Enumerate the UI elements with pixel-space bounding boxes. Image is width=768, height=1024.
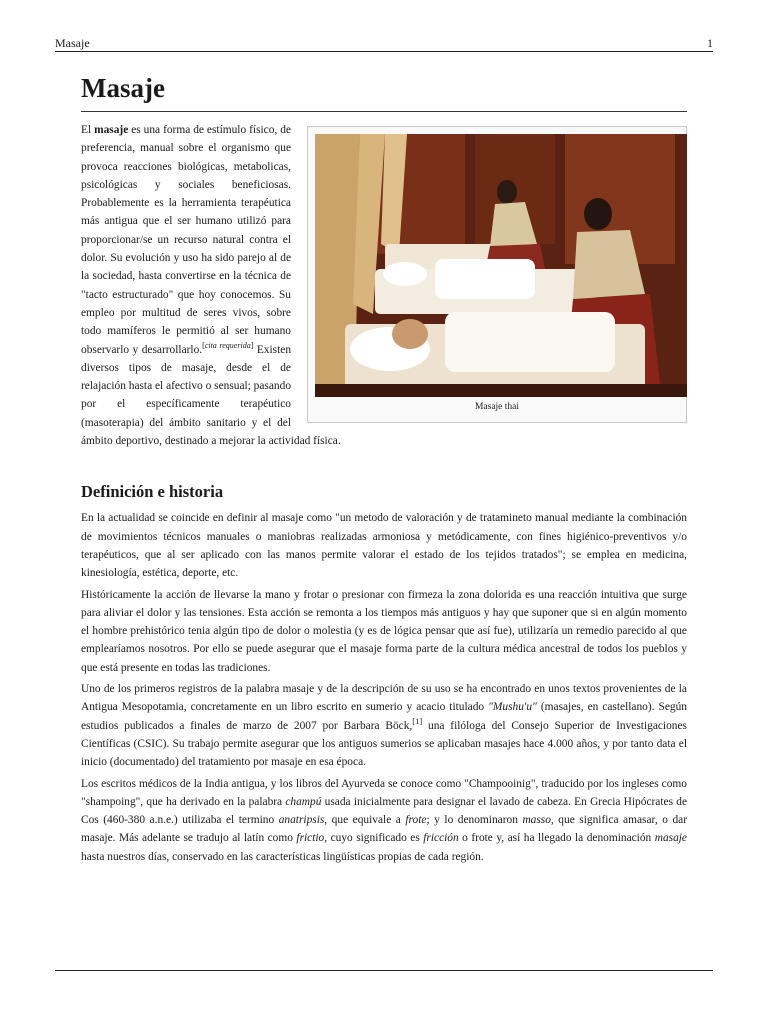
intro-text-1: es una forma de estímulo físico, de preferencia, manual sobre el organismo que provoca reacciones biológicas, metabolicas, psicológicas y sociales beneficiosas. Probablemente es la herramienta terapéutica más antigua que el ser humano utilizó para proporcionar/se un recurso natural contra el dolor. Su evolución y uso ha sido parejo al de la sociedad, hasta convertirse en la técnica de "tacto estructurado" que hoy conocemos. Su empleo por multitud de seres vivos, sobre todo mamíferos le permitió al ser humano observarlo y desarrollarlo.	[81, 124, 291, 356]
title-rule	[81, 111, 687, 112]
header-rule	[55, 51, 713, 52]
intro-text-2: Existen diversos tipos de masaje, desde el de relajación hasta el afectivo o sensual; pasando por el específicamente terapéutico (masoterapia) del ámbito sanitario y el del ámbito deportivo, destinado a mejorar la actividad física.	[81, 343, 341, 448]
p4-word-friccion: fricción	[423, 832, 459, 845]
p3-book-title: "Mushu'u"	[488, 701, 537, 714]
article-title: Masaje	[81, 73, 165, 103]
p4-part-a: Los escritos médicos de la India antigua, y los libros del Ayurveda se conoce como "Champooinig", traducido por los ingleses como "shampoing", que ha derivado en la palabra	[81, 777, 687, 808]
p4-word-champu: champú	[285, 795, 322, 808]
section-paragraph-4	[81, 775, 687, 866]
article-body	[81, 121, 687, 869]
cite-open: [	[202, 340, 205, 350]
p4-part-d: ; y lo denominaron	[426, 814, 523, 827]
running-header	[55, 35, 713, 51]
p4-part-h: hasta nuestros días, conservado en las características lingüísticas propias de cada región.	[81, 850, 484, 863]
section-paragraph-3	[81, 680, 687, 771]
intro-lead: El	[81, 124, 95, 136]
p4-word-anatripsis: anatripsis	[278, 814, 325, 827]
cite-text: cita requerida	[204, 340, 251, 350]
intro-term: masaje	[94, 124, 129, 136]
section-paragraph-1: En la actualidad se coincide en definir al masaje como "un metodo de valoración y de tratamineto manual mediante la combinación de movimientos técnicos manuales o maniobras realizadas armoniosa y metódicamente, con fines higiénico-preventivos y/o terapéuticos, que al ser aplicado con las manos permite valorar el estado de los tejidos tratados"; se emplea en medicina, kinesiología, estética, deporte, etc.	[81, 512, 687, 580]
p4-part-c: , que equivale a	[324, 814, 406, 827]
massage-photo[interactable]	[315, 134, 687, 397]
section-paragraph-2: Históricamente la acción de llevarse la mano y frotar o presionar con firmeza la zona dolorida es una reacción intuitiva que surge para aliviar el dolor y las tensiones. Esta acción se remonta a los tiempos más antiguos y hay que suponer que si en algún momento el hombre prehistórico tenia algún tipo de dolor o molestia (y es de lógica pensar que así fue), utilizaría un remedio parecido al que emplearíamos nosotros. Por ello se puede asegurar que el masaje forma parte de la cultura médica ancestral de todos los pueblos y que está presente en todas las tradiciones.	[81, 588, 687, 674]
running-title: Masaje	[55, 36, 90, 50]
p4-word-masaje: masaje	[654, 832, 687, 845]
section-heading: Definición e historia	[81, 482, 224, 502]
p3-part-b: (masajes, en castellano). Según estudios publicados a finales de marzo de 2007 por Barbara Böck,	[81, 701, 687, 732]
p4-part-b: usada inicialmente para designar el lavado de cabeza. En Grecia Hipócrates de Cos (460-380 a.n.e.) utilizaba el termino	[81, 795, 687, 827]
figure-box	[307, 126, 687, 423]
figure-caption: Masaje thai	[474, 402, 520, 412]
p4-word-masso: masso	[522, 814, 551, 827]
p4-word-frote: frote	[405, 814, 427, 827]
p3-part-c: una filóloga del Consejo Superior de Investigaciones Científicas (CSIC). Su trabajo permite asegurar que los antiguos sumerios se aplicaban masajes hace 4.000 años, y por tanto data el inicio (documentado) del tratamiento por masaje en esa época.	[81, 719, 687, 769]
p4-word-frictio: frictio	[296, 832, 325, 845]
p4-part-f: , cuyo significado es	[324, 832, 424, 845]
footer-rule	[55, 970, 713, 971]
p3-part-a: Uno de los primeros registros de la palabra masaje y de la descripción de su uso se ha encontrado en unos textos provenientes de la Antigua Mesopotamia, concretamente en un libro escrito en sumerio y acacio titulado	[81, 683, 687, 714]
reference-link-1[interactable]: [1]	[412, 715, 423, 726]
page-number: 1	[707, 36, 713, 50]
citation-needed[interactable]	[202, 341, 253, 350]
p4-part-g: o frote y, así ha llegado la denominación	[458, 832, 655, 845]
cite-close: ]	[250, 340, 254, 350]
p4-part-e: , que significa amasar, o dar masaje. Más adelante se tradujo al latín como	[81, 814, 687, 845]
photo-illustration	[315, 134, 687, 397]
